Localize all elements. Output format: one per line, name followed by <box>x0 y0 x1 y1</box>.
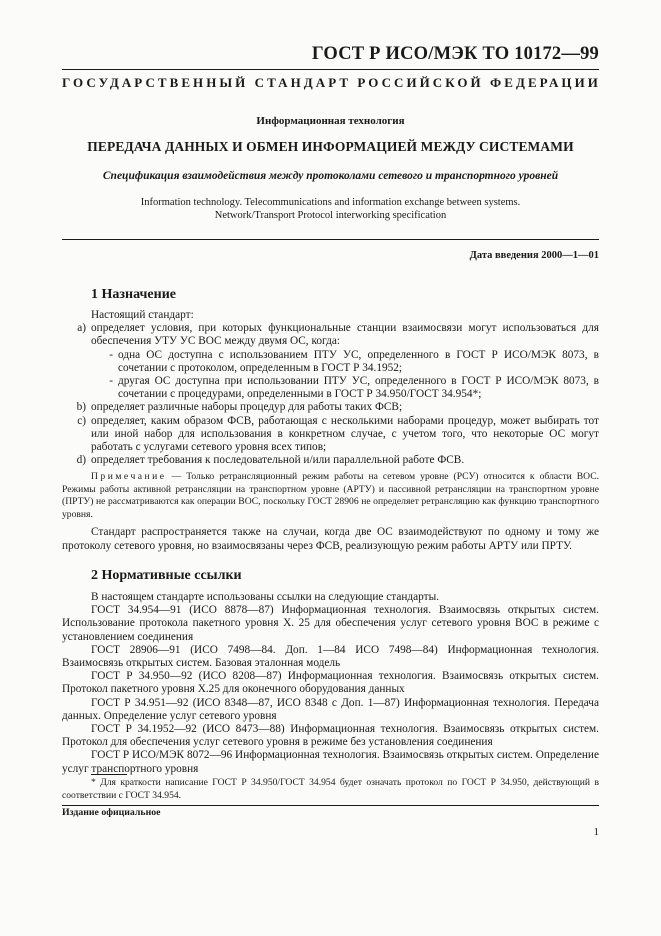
section-1-heading: 1 Назначение <box>91 287 176 302</box>
section-1-closing: Стандарт распространяется также на случаи, когда две ОС взаимодействуют по одному и тому же протоколу сетевого уровня, но взаимосвязаны через ФСВ, реализующую режим работы АРТУ или ПРТУ. <box>62 526 599 552</box>
english-title <box>62 196 599 222</box>
reference-item: ГОСТ Р 34.1952—92 (ИСО 8473—88) Информационная технология. Взаимосвязь открытых систем. Протокол для обеспечения услуг сетевого уровня в режиме без установления соединения <box>62 723 599 749</box>
list-item-b <box>62 401 599 414</box>
main-title: ПЕРЕДАЧА ДАННЫХ И ОБМЕН ИНФОРМАЦИЕЙ МЕЖДУ СИСТЕМАМИ <box>87 139 574 154</box>
reference-item: ГОСТ Р 34.950—92 (ИСО 8208—87) Информационная технология. Взаимосвязь открытых систем. Протокол пакетного уровня Х.25 для оконечного оборудования данных <box>62 670 599 696</box>
list-item-a <box>62 322 599 348</box>
sub-list-item-1 <box>62 349 599 375</box>
section-2-heading: 2 Нормативные ссылки <box>91 568 242 583</box>
note <box>62 471 599 521</box>
list-item-text: определяет условия, при которых функциональные станции взаимосвязи могут использоваться для обеспечения УТУ УС ВОС между двумя ОС, когда: <box>91 322 599 348</box>
sub-list-item-2 <box>62 375 599 401</box>
bottom-divider <box>62 805 599 806</box>
document-number: ГОСТ Р ИСО/МЭК ТО 10172—99 <box>311 44 599 64</box>
sub-list-item-text: другая ОС доступна при использовании ПТУ УС, определенного в ГОСТ Р ИСО/МЭК 8073, в сочетании с процедурами, определенными в ГОСТ Р 34.950/ГОСТ 34.954*; <box>118 375 599 401</box>
footnote: * Для краткости написание ГОСТ Р 34.950/ГОСТ 34.954 будет означать протокол по ГОСТ Р 34.950, действующий в соответствии с ГОСТ 34.954. <box>62 777 599 801</box>
english-title-line-2: Network/Transport Protocol interworking specification <box>214 210 447 221</box>
series-title: Информационная технология <box>256 115 405 127</box>
note-label: Примечание <box>91 471 167 483</box>
sub-list-item-text: одна ОС доступна с использованием ПТУ УС, определенного в ГОСТ Р ИСО/МЭК 8073, в сочетании с протоколом, определенным в ГОСТ Р 34.1952; <box>118 348 599 374</box>
sub-list-marker: - <box>109 348 113 361</box>
list-item-text: определяет различные наборы процедур для работы таких ФСВ; <box>91 401 403 414</box>
standard-header: ГОСУДАРСТВЕННЫЙ СТАНДАРТ РОССИЙСКОЙ ФЕДЕРАЦИИ <box>62 75 601 90</box>
footnote-divider <box>91 774 127 775</box>
list-marker: d) <box>76 454 86 467</box>
list-item-d <box>62 454 599 467</box>
list-marker: b) <box>76 401 86 414</box>
title-divider <box>62 239 599 240</box>
section-2-lead: В настоящем стандарте использованы ссылки на следующие стандарты. <box>91 591 440 603</box>
edition-label: Издание официальное <box>62 807 161 818</box>
note-text: — Только ретрансляционный режим работы на сетевом уровне (РСУ) относится к области ВОС. Режимы работы активной ретрансляции на транспортном уровне (АРТУ) и пассивной ретрансляции на транспортном уровне (ПРТУ) не рассматриваются как операции ВОС, поскольку ГОСТ 28906 не определяет ретрансляцию как функцию транспортного уровня. <box>62 471 599 520</box>
page-number: 1 <box>593 826 599 838</box>
list-marker: c) <box>77 414 86 427</box>
reference-item: ГОСТ Р ИСО/МЭК 8072—96 Информационная технология. Взаимосвязь открытых систем. Определение услуг транспортного уровня <box>62 749 599 775</box>
list-marker: а) <box>77 322 86 335</box>
section-1-lead: Настоящий стандарт: <box>91 309 194 321</box>
list-item-c <box>62 415 599 455</box>
top-divider <box>62 69 599 70</box>
list-item-text: определяет, каким образом ФСВ, работающая с несколькими наборами процедур, может выбирать тот или иной набор для использования в конкретном случае, с учетом того, что некоторые ОС могут работать с услугами сетевого уровня всех типов; <box>91 414 599 454</box>
introduction-date: Дата введения 2000—1—01 <box>469 250 599 261</box>
list-item-text: определяет требования к последовательной и/или параллельной работе ФСВ. <box>91 454 465 467</box>
section-2-body <box>62 591 599 776</box>
section-1-body <box>62 309 599 553</box>
reference-item: ГОСТ 28906—91 (ИСО 7498—84. Доп. 1—84 ИСО 7498—84) Информационная технология. Взаимосвязь открытых систем. Базовая эталонная модель <box>62 643 599 670</box>
english-title-line-1: Information technology. Telecommunications and information exchange between systems. <box>140 197 521 208</box>
reference-item: ГОСТ Р 34.951—92 (ИСО 8348—87, ИСО 8348 с Доп. 1—87) Информационная технология. Передача данных. Определение услуг сетевого уровня <box>62 696 599 722</box>
subtitle: Спецификация взаимодействия между протоколами сетевого и транспортного уровней <box>102 170 559 182</box>
sub-list-marker: - <box>109 375 113 388</box>
reference-item: ГОСТ 34.954—91 (ИСО 8878—87) Информационная технология. Взаимосвязь открытых систем. Использование протокола пакетного уровня X. 25 для обеспечения услуг сетевого уровня ВОС в режиме с установлением соединения <box>62 604 599 643</box>
